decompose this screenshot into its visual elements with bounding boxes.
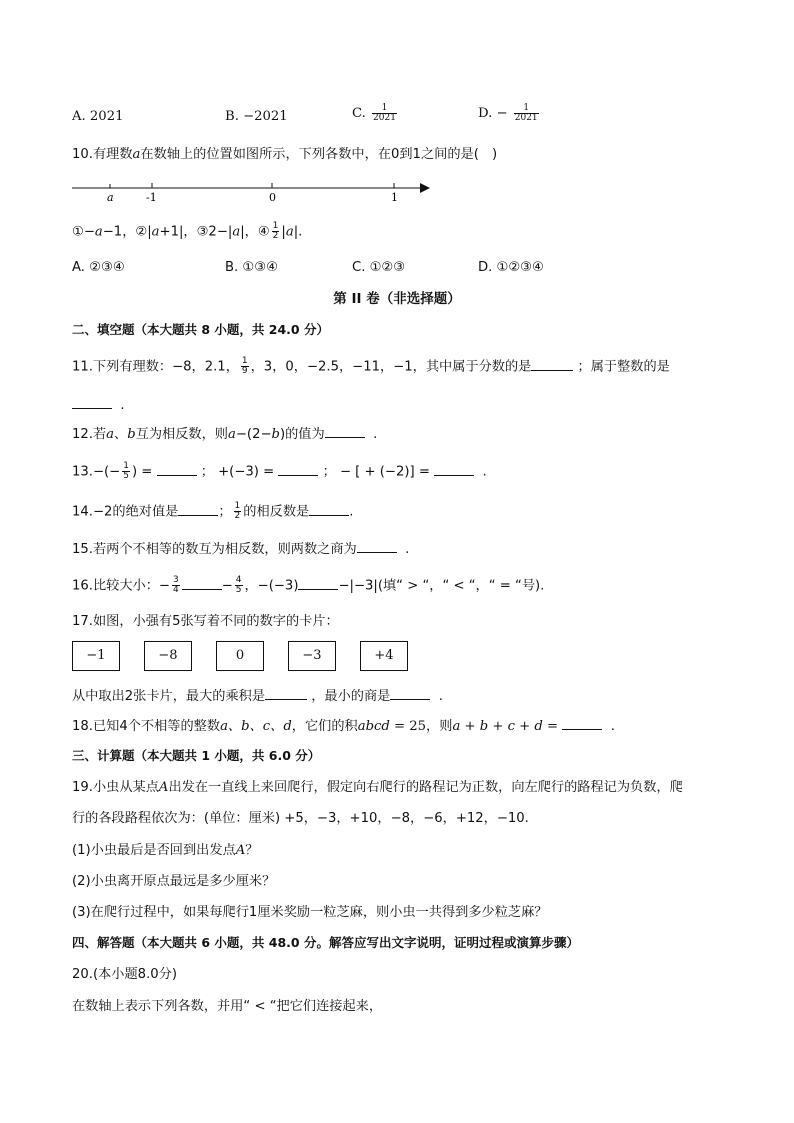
q17-stem: 17.如图，小强有5张写着不同的数字的卡片： [72, 614, 339, 629]
q13-blank-3 [434, 463, 474, 476]
q11-blank-integers [72, 396, 112, 409]
q10-number-line [68, 176, 438, 206]
q17-blank-2 [390, 687, 430, 700]
q17-card-1: −1 [72, 641, 120, 671]
q20-title: 20.(本小题8.0分) [72, 967, 177, 982]
q13-blank-1 [157, 463, 197, 476]
q17-card-2: −8 [144, 641, 192, 671]
q9-option-a: A. 2021 [72, 109, 124, 124]
q17-card-4: −3 [288, 641, 336, 671]
q17-blank-1 [265, 687, 307, 700]
q15-stem: 15.若两个不相等的数互为相反数，则两数之商为 . [72, 542, 410, 557]
q17-card-3: 0 [216, 641, 264, 671]
q19-sub1: (1)小虫最后是否回到出发点A？ [72, 843, 259, 858]
label-zero: 0 [269, 191, 276, 204]
label-one: 1 [391, 191, 398, 204]
q17-card-5: +4 [360, 641, 408, 671]
q20-text: 在数轴上表示下列各数，并用“ < “把它们连接起来， [72, 999, 383, 1014]
q19-sub2: (2)小虫离开原点最远是多少厘米？ [72, 874, 276, 889]
q17-followup: 从中取出2张卡片，最大的乘积是 ，最小的商是 . [72, 689, 443, 704]
q13-blank-2 [278, 463, 318, 476]
q11-stem: 11.下列有理数：−8，2.1， $\frac{1}{9}$ ，3，0，−2.5，−11，−1，其中属于分数的是 ；属于整数的是 [72, 356, 670, 376]
q14-stem: 14.−2的绝对值是 ； $\frac{1}{2}$ 的相反数是 . [72, 501, 354, 521]
label-minus1: -1 [146, 191, 157, 204]
q16-fraction-2: $\frac{4}{5}$ [235, 575, 242, 595]
q19-stem-line1: 19.小虫从某点A出发在一直线上来回爬行，假定向右爬行的路程记为正数，向左爬行的路程记为负数，爬 [72, 780, 683, 795]
q11-continued: . [72, 396, 125, 415]
q13-stem: 13.−(− $\frac{1}{5}$ ) = ； +(−3) = ； − [ + (−2)] = . [72, 461, 487, 481]
q16-fraction-1: $\frac{3}{4}$ [172, 575, 179, 595]
q10-option-b: B. ①③④ [225, 260, 278, 275]
q13-fraction: $\frac{1}{5}$ [123, 461, 129, 481]
q10-option-a: A. ②③④ [72, 260, 125, 275]
number-line-arrow-icon [420, 183, 430, 193]
q14-blank-1 [178, 503, 218, 516]
q18-stem: 18.已知4个不相等的整数a、b、c、d，它们的积abcd = 25，则a + b + c + d = . [72, 719, 615, 734]
q9-option-c: C. $\frac{1}{2021}$ [352, 103, 396, 123]
q10-option-d: D. ①②③④ [478, 260, 544, 275]
q11-fraction: $\frac{1}{9}$ [241, 356, 248, 376]
part3-heading: 三、计算题（本大题共 1 小题，共 6.0 分） [72, 748, 321, 763]
q9-option-d: D. − $\frac{1}{2021}$ [478, 103, 538, 123]
q10-item4-fraction: $\frac{1}{2}$ [272, 221, 279, 241]
part4-heading: 四、解答题（本大题共 6 小题，共 48.0 分。解答应写出文字说明，证明过程或演算步骤） [72, 935, 579, 950]
q11-blank-fractions [531, 358, 573, 371]
q15-blank [357, 540, 397, 553]
q18-blank [562, 717, 602, 730]
q14-fraction: $\frac{1}{2}$ [234, 501, 241, 521]
q19-stem-line2: 行的各段路程依次为：(单位：厘米) +5，−3，+10，−8，−6，+12，−10. [72, 811, 529, 826]
q12-stem: 12.若a、b互为相反数，则a−(2−b)的值为 . [72, 427, 378, 442]
q10-stem: 10.有理数a在数轴上的位置如图所示，下列各数中，在0到1之间的是( ) [72, 147, 498, 162]
q19-sub3: (3)在爬行过程中，如果每爬行1厘米奖励一粒芝麻，则小虫一共得到多少粒芝麻？ [72, 905, 548, 920]
q9-option-d-fraction: $\frac{1}{2021}$ [514, 103, 538, 123]
q12-blank [325, 425, 365, 438]
q14-blank-2 [309, 503, 349, 516]
q10-items: ①−a−1，②|a+1|，③2−|a|，④ $\frac{1}{2}$ |a|. [72, 221, 303, 241]
q9-option-b: B. −2021 [225, 109, 288, 124]
q10-option-c: C. ①②③ [352, 260, 406, 275]
section-title: 第 II 卷（非选择题） [333, 291, 461, 307]
q16-blank-1 [182, 577, 222, 590]
q9-option-c-fraction: $\frac{1}{2021}$ [373, 103, 396, 123]
label-a: a [107, 191, 114, 204]
q16-stem: 16.比较大小：− $\frac{3}{4}$ − $\frac{4}{5}$ ，−(−3) −|−3|(填“ > “，“ < “，“ = “号). [72, 575, 545, 595]
part2-heading: 二、填空题（本大题共 8 小题，共 24.0 分） [72, 322, 329, 337]
q16-blank-2 [298, 577, 338, 590]
